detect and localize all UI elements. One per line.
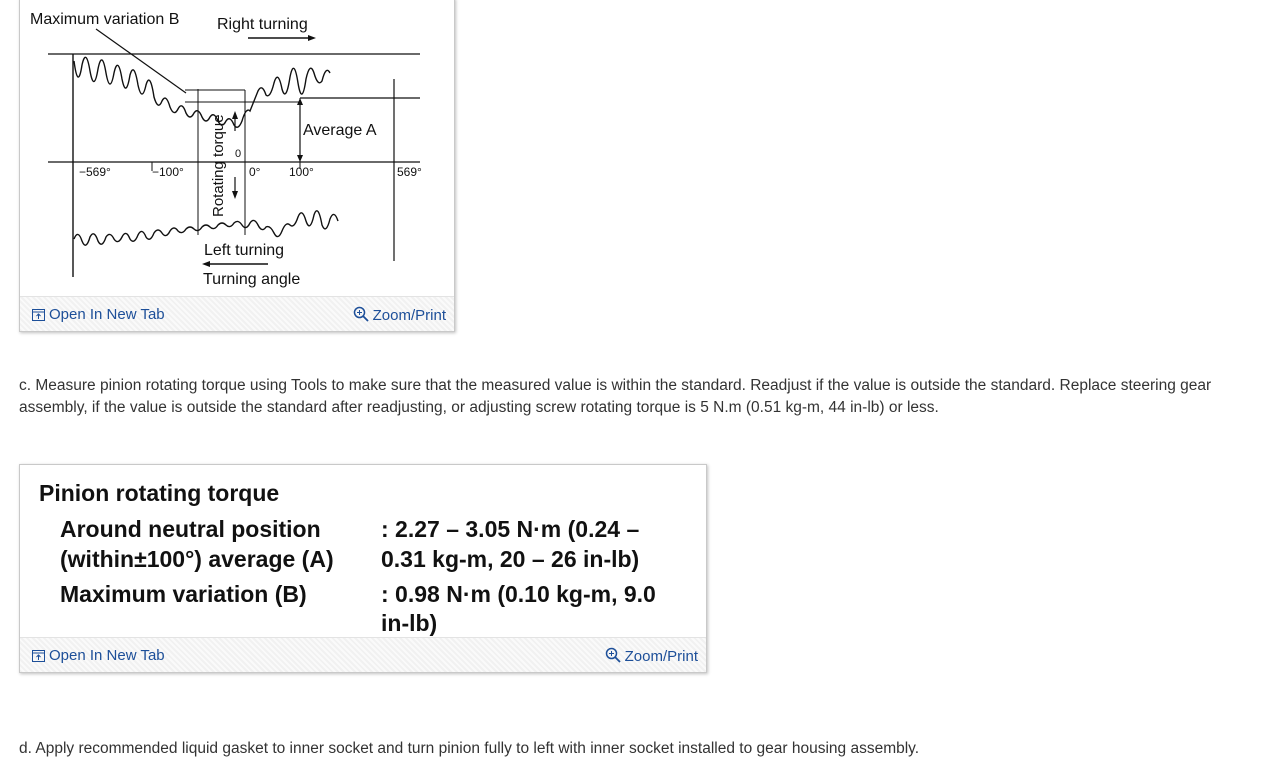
spec-row2-value-line2: in-lb) [381, 610, 438, 636]
zoom-print-label: Zoom/Print [624, 648, 698, 665]
left-turning-label: Left turning [204, 242, 285, 259]
upper-torque-trace [74, 57, 330, 127]
open-new-tab-label: Open In New Tab [49, 647, 165, 664]
step-c-text: c. Measure pinion rotating torque using Tools to make sure that the measured value is within the standard. Readjust if the value is outside the standard. Replace steering gear assembly, if the value is outside the standard after readjusting, or adjusting screw rotating torque is 5 N.m (0.51 kg-m, 44 in-lb) or less. [19, 377, 1212, 416]
zoom-print-label: Zoom/Print [372, 307, 446, 324]
spec-row1-value-line2: 0.31 kg-m, 20 – 26 in-lb) [381, 546, 640, 572]
tick-100: 100° [289, 165, 314, 179]
tick-neg100: −100° [152, 165, 184, 179]
figure2-toolbar [20, 637, 706, 672]
open-new-tab-icon [32, 650, 45, 662]
zero-label: 0 [235, 148, 242, 160]
spec-row2-label: Maximum variation (B) [60, 581, 307, 607]
spec-row1-value-line1: : 2.27 – 3.05 N·m (0.24 – [381, 516, 640, 542]
spec-row2-value-line1: : 0.98 N·m (0.10 kg-m, 9.0 [381, 581, 656, 607]
open-new-tab-link[interactable] [32, 306, 165, 323]
torque-diagram [20, 0, 456, 297]
spec-row1-label-line2: (within±100°) average (A) [60, 546, 334, 572]
right-turning-label: Right turning [217, 16, 308, 33]
max-variation-label: Maximum variation B [30, 11, 180, 28]
tick-0: 0° [249, 165, 261, 179]
open-new-tab-label: Open In New Tab [49, 306, 165, 323]
torque-spec-figure [19, 464, 707, 673]
zoom-icon [353, 306, 369, 322]
open-new-tab-link[interactable] [32, 647, 165, 664]
spec-row1-label-line1: Around neutral position [60, 516, 321, 542]
open-new-tab-icon [32, 309, 45, 321]
rotating-torque-label: Rotating torque [210, 114, 227, 217]
lower-torque-trace [74, 211, 338, 245]
zoom-print-link[interactable] [353, 306, 446, 324]
zoom-print-link[interactable] [605, 647, 698, 665]
torque-diagram-figure [19, 0, 455, 332]
turning-angle-label: Turning angle [203, 271, 301, 288]
zoom-icon [605, 647, 621, 663]
figure1-toolbar [20, 296, 454, 331]
spec-title: Pinion rotating torque [39, 480, 280, 506]
average-label: Average A [303, 122, 377, 139]
step-d-text: d. Apply recommended liquid gasket to inner socket and turn pinion fully to left with inner socket installed to gear housing assembly. [19, 740, 920, 757]
tick-569: 569° [397, 165, 422, 179]
tick-neg569: −569° [79, 165, 111, 179]
